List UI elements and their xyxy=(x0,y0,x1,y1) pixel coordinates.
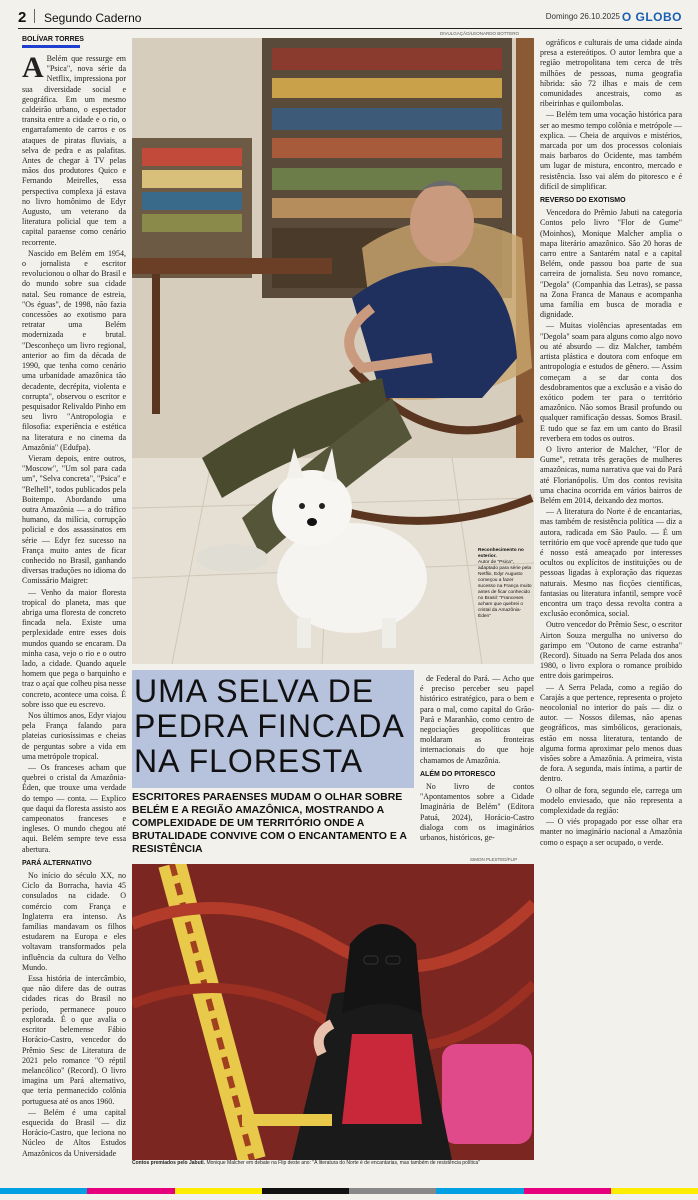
subhead-alem-do-pitoresco: ALÉM DO PITORESCO xyxy=(420,770,496,778)
paragraph: Nascido em Belém em 1954, o jornalista e escritor revolucionou o olhar do Brasil e do mundo sobre sua cidade natal. Seu romance de estreia, "Os éguas", de 1998, não fazia concessões ao exotismo para retratar uma Belém modernizada e brutal. "Desconheço um livro regional, anterior ao fim da década de 1990, que tenha como cenário uma urbanidade amazônica tão decadente, decrépita, violenta e corrupta", observou o escritor e pesquisador Relivaldo Pinho em seu livro "Antropologia e filosofia: experiência e estética na literatura e no cinema da Amazônia" (Edufpa). xyxy=(22,248,126,452)
paragraph: — A Serra Pelada, como a região do Carajás a que pertence, representa o projeto neocolonial no interior do país — diz o autor. — Nossos dilemas, não apenas geográficos, mas simbólicos, geracionais, estão em nossa literatura, tentando de alguma forma aproximar pelo menos duas visões sobre a Amazônia. A primeira, vista de fora. A segunda, mais íntima, a partir de dentro. xyxy=(540,682,682,784)
paragraph-group-1 xyxy=(22,54,126,855)
paragraph: — Venho da maior floresta tropical do planeta, mas que abriga uma floresta de concreto fincada nela. Existe uma perplexidade entre esses dois mundos quando se encaram. Da minha casa, vejo o rio e o outro lado, a cidade. Quando aquele homem que pega o barquinho e traz o açaí que colheu pisa nesse concreto, acontece uma coisa. É sobre isso que eu escrevo. xyxy=(22,587,126,709)
color-swatch xyxy=(262,1188,349,1194)
edition-date: Domingo 26.10.2025 xyxy=(545,12,620,21)
caption-text-bottom: Monique Malcher em debate na Flip deste ano: "A literatura do Norte é de encantarias, mas também de resistência política" xyxy=(206,1160,480,1166)
author-debate-photo xyxy=(132,864,534,1160)
paragraph: — Os franceses acham que quebrei o cristal da Amazônia-Éden, que trouxe uma verdade do tempo — conta. — Explico que daqui da floresta assisto aos campeonatos franceses e ingleses. O mundo chegou até aqui. Belém sempre teve essa abertura. xyxy=(22,763,126,854)
caption-title-top: Reconhecimento no exterior. xyxy=(478,548,524,559)
color-swatch xyxy=(524,1188,611,1194)
newspaper-logo: O GLOBO xyxy=(621,10,682,24)
paragraph-group-right xyxy=(540,38,682,192)
subhead-para-alternativo: PARÁ ALTERNATIVO xyxy=(22,859,92,867)
paragraph-group-mid xyxy=(420,674,534,766)
section-name: Segundo Caderno xyxy=(44,11,142,25)
old-man-photo xyxy=(132,38,534,664)
caption-text-top: Autor de "Psica", adaptado para série pela Netflix, Edyr Augusto começou a fazer sucesso na França muito antes de ficar conhecido no Brasil: "Franceses acham que quebrei o cristal da Amazônia-Éden" xyxy=(478,560,532,619)
woman-speaking-photo xyxy=(132,864,534,1160)
paragraph-group-right-2 xyxy=(540,208,682,848)
paragraph: — Belém é uma capital esquecida do Brasil — diz Horácio-Castro, que leciona no Núcleo de Altos Estudos Amazônicos da Universidade xyxy=(22,1107,126,1158)
drop-cap: A xyxy=(22,54,44,84)
color-swatch xyxy=(611,1188,698,1194)
photo-caption-top xyxy=(478,548,532,620)
headline: UMA SELVA DE PEDRA FINCADA NA FLORESTA xyxy=(134,673,404,779)
article-column-right xyxy=(540,38,682,1176)
paragraph: — Belém tem uma vocação histórica para ser ao mesmo tempo colônia e metrópole — explica. — Cheia de arquivos e mistérios, marcada por um dos processos coloniais mais barbaros do Ocidente, mas também um lugar de mistura, encontro, mercado e resistência. Isso vai além do pitoresco e é difícil de simplificar. xyxy=(540,110,682,191)
paragraph: O olhar de fora, segundo ele, carrega um modelo enviesado, que não representa a complexidade da região: xyxy=(540,785,682,816)
photo-credit-top: DIVULGAÇÃO/LEONARDO BOTTERO xyxy=(440,31,520,36)
photo-caption-bottom xyxy=(132,1160,534,1167)
header-divider xyxy=(34,9,35,23)
paragraph: Belém que ressurge em "Psica", nova série da Netflix, impressiona por sua diversidade social e geográfica. Em um mesmo caldeirão urbano, o espectador transita entre a cidade e o rio, o engarrafamento de carros e os ataques de piratas fluviais, a selva de pedra e as palafitas. Antes de chegar à TV pelas mãos dos produtores Quico e Fernando Meirelles, essa perspectiva complexa já estava no livro homônimo de Edyr Augusto, um veterano da literatura policial que tem a capital paraense como cenário recorrente. xyxy=(22,54,126,247)
article-column-middle xyxy=(420,674,534,852)
paragraph: Outro vencedor do Prêmio Sesc, o escritor Airton Souza mergulha no universo do garimpo em "Outono de carne estranha" (Record). Situado na Serra Pelada dos anos 1980, o livro explora o romance proibido entre dois garimpeiros. xyxy=(540,620,682,681)
subhead-reverso-do-exotismo: REVERSO DO EXOTISMO xyxy=(540,197,626,205)
paragraph: — O viés propagado por esse olhar era manter no imaginário nacional a Amazônia como o espaço a ser ocupado, o verde. xyxy=(540,817,682,847)
caption-title-bottom: Contos premiados pelo Jabuti. xyxy=(132,1160,206,1166)
color-swatch xyxy=(349,1188,436,1194)
paragraph: Vencedora do Prêmio Jabuti na categoria Contos pelo livro "Flor de Gume" (Moinhos), Monique Malcher amplia o mapa literário amazônico. São 20 horas de carro entre a Santarém natal e a capital Belém, onde passou boa parte de sua carreira de jornalista. Seu novo romance, "Degola" (Companhia das Letras), se passa na Zona Franca de Manaus e acompanha uma família em busca de moradia e dignidade. xyxy=(540,208,682,320)
color-swatch xyxy=(87,1188,174,1194)
paragraph: No livro de contos "Apontamentos sobre a Cidade Imaginária de Belém" (Editora Patuá, 2024), Horácio-Castro dialoga com os imaginários urbanos, históricos, ge- xyxy=(420,782,534,843)
author-portrait-photo xyxy=(132,38,534,664)
page-header xyxy=(18,6,682,29)
paragraph: Vieram depois, entre outros, "Moscow", "Um sol para cada um", "Selva concreta", "Psica" e "Belhell", todos publicados pela Boitempo. Abordando uma outra Amazônia — a do tráfico humano, da milícia, corrupção policial e dos assassinatos em série — Edyr fez sucesso na França muito antes de ficar conhecido no Brasil, ganhando diversas traduções no idioma do Comissário Maigret: xyxy=(22,453,126,586)
print-color-strip xyxy=(0,1188,698,1194)
page-number: 2 xyxy=(18,9,27,26)
color-swatch xyxy=(436,1188,523,1194)
paragraph: O livro anterior de Malcher, "Flor de Gume", retrata três gerações de mulheres amazônicas, numa narrativa que vai do Pará até Florianópolis. Um dos contos revisita uma chacina ocorrida em vários bairros de Belém em 2014, deixando dez mortos. xyxy=(540,444,682,505)
article-column-left xyxy=(22,54,126,1180)
subheadline-deck: ESCRITORES PARAENSES MUDAM O OLHAR SOBRE BELÉM E A REGIÃO AMAZÔNICA, MOSTRANDO A COMPLEXIDADE DE UM TERRITÓRIO ONDE A BRUTALIDADE CONVIVE COM O ENCANTAMENTO E A RESISTÊNCIA xyxy=(132,791,407,855)
paragraph: Essa história de intercâmbio, que não difere das de outras cidades ricas do Brasil no período, permanece pouco explorada. É o que avalia o escritor belemense Fábio Horácio-Castro, vencedor do Prêmio Sesc de Literatura de 2021 pelo romance "O réptil melancólico" (Record). O livro imagina um Pará alternativo, que teria permanecido colônia portuguesa até os anos 1960. xyxy=(22,974,126,1106)
paragraph: Nos últimos anos, Edyr viajou pela França falando para plateias curiosíssimas e cheias de perguntas sobre a vida em uma metrópole tropical. xyxy=(22,711,126,761)
byline-accent-bar xyxy=(22,45,80,48)
photo-credit-bottom: SIMON PLESTED/FLIP xyxy=(470,857,518,862)
paragraph: — A literatura do Norte é de encantarias, mas também de resistência política — diz a autora, radicada em São Paulo. — É um território em que você aprende que tudo que é nosso está ameaçado por interesses ocultos ou explícitos de instituições ou de pessoas ligadas à exploração das riquezas naturais. Mesmo nas ficções científicas, fantasias ou literatura infantil, sempre você encontra um traço dessa revolta contra a exclusão econômica, social. xyxy=(540,507,682,619)
paragraph-group-mid-2 xyxy=(420,782,534,843)
paragraph-group-2 xyxy=(22,871,126,1159)
paragraph: ográficos e culturais de uma cidade ainda presa a estereótipos. O autor lembra que a região metropolitana tem cerca de três milhões de pessoas, numa geografia híbrida: são 72 ilhas e mais de cem comunidades ancestrais, como as ribeirinhas e quilombolas. xyxy=(540,38,682,109)
paragraph: No início do século XX, no Ciclo da Borracha, havia 45 consulados na cidade. O comércio com França e Inglaterra era intenso. As famílias mandavam os filhos estudarem na Europa e eles voltavam transformados pela influência da cultura do Velho Mundo. xyxy=(22,871,126,972)
paragraph: de Federal do Pará. — Acho que é preciso perceber seu papel histórico estratégico, para o bem e para o mal, como capital do Grão-Pará e Maranhão, como centro de negociações geopolíticas que moldaram as fronteiras internacionais do que hoje chamamos de Amazônia. xyxy=(420,674,534,765)
byline: BOLÍVAR TORRES xyxy=(22,36,84,43)
color-swatch xyxy=(175,1188,262,1194)
color-swatch xyxy=(0,1188,87,1194)
paragraph: — Muitas violências apresentadas em "Degola" soam para alguns como algo novo ou até absurdo — diz Malcher, também artista plástica e doutora com enfoque em antropologia e estudos de gênero. — Assim começam a se dar conta dos desdobramentos que a exclusão e a visão do exótico podem ter para o território amazônico. Não somos Brasil profundo ou qualquer ramificação dessas. Somos Brasil. E tudo que se faz em um canto do Brasil reverbera em todos os outros. xyxy=(540,321,682,443)
